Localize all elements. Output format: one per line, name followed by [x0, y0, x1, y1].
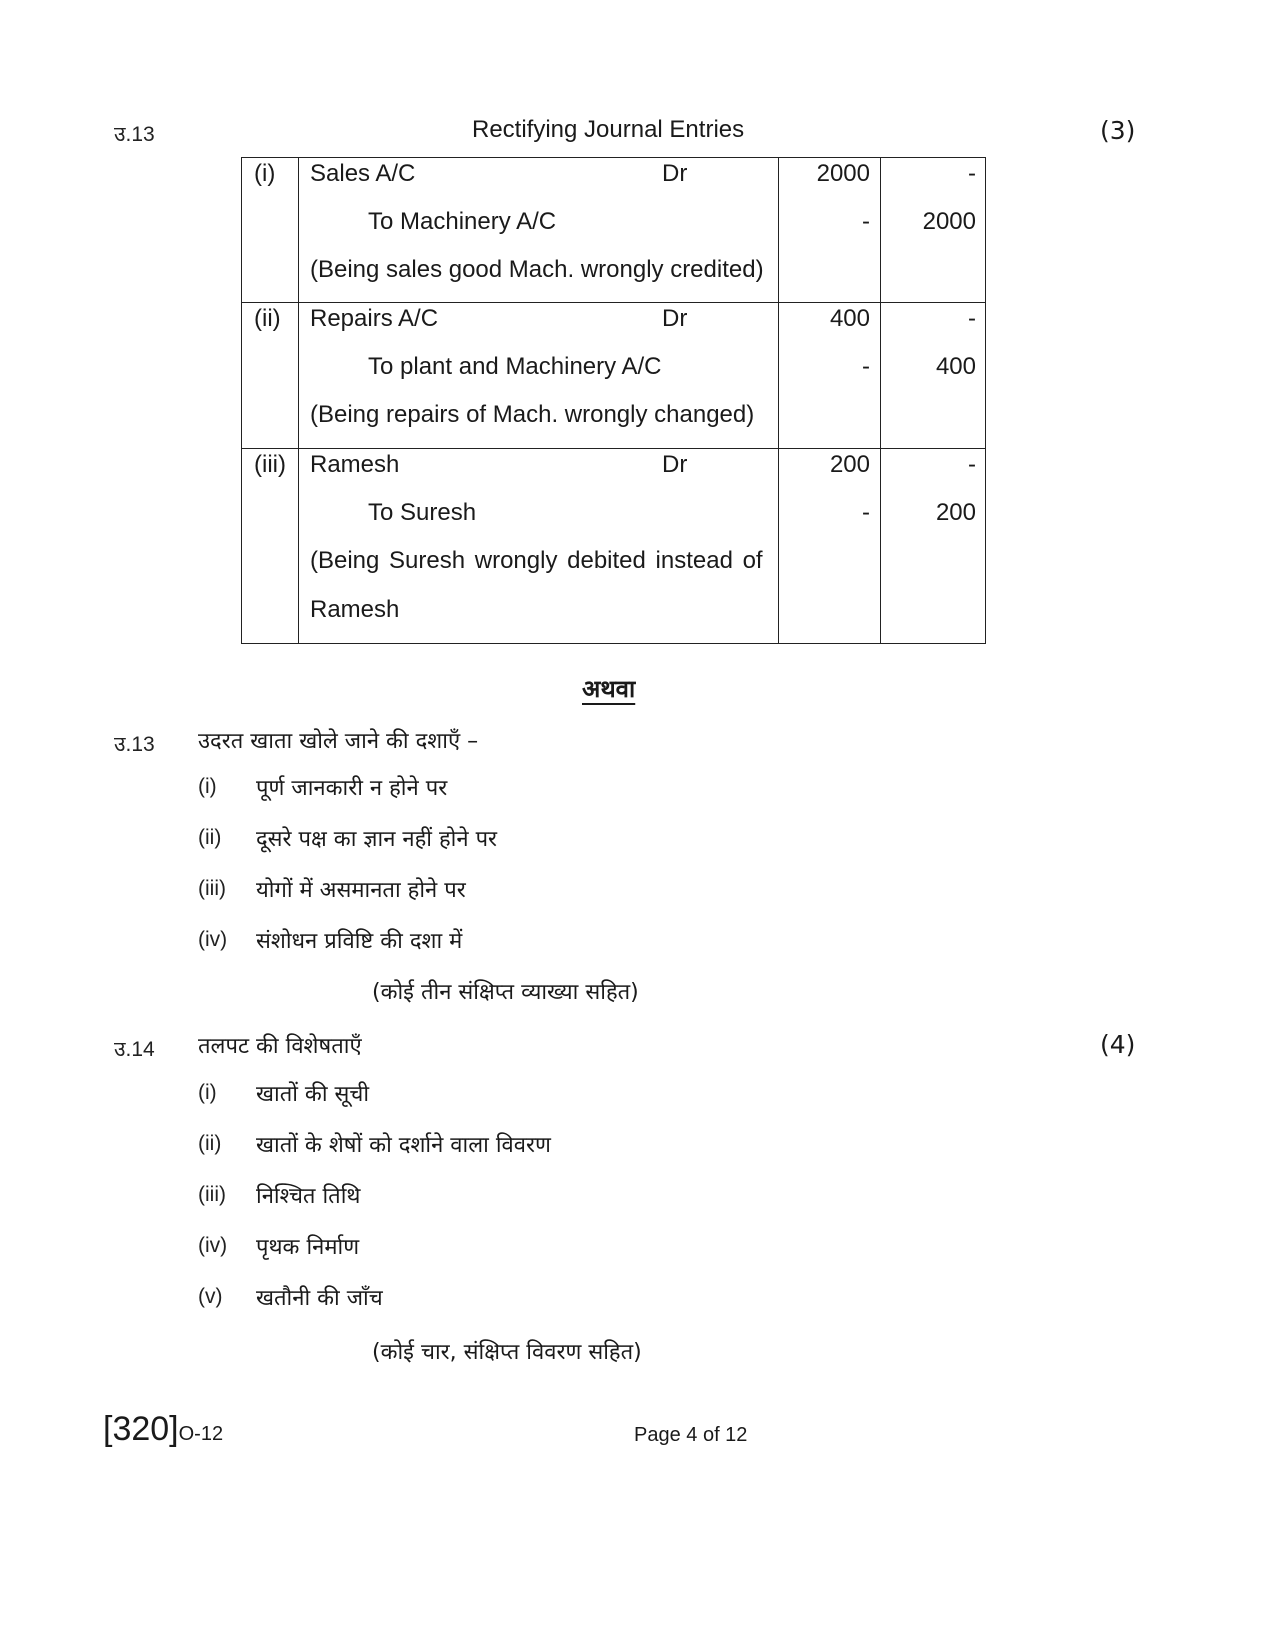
- list-item: खतौनी की जाँच: [256, 1286, 383, 1311]
- entry-number: (i): [254, 160, 276, 187]
- credit-amount: -: [968, 451, 976, 478]
- narration: (Being repairs of Mach. wrongly changed): [310, 401, 755, 428]
- credit-account: To Machinery A/C: [368, 208, 557, 235]
- list-item-number: (iv): [198, 1234, 228, 1257]
- paper-code-suffix: O-12: [178, 1423, 224, 1445]
- question-number: उ.14: [114, 1038, 155, 1061]
- or-divider-label: अथवा: [582, 675, 636, 703]
- paper-code: [103, 1410, 223, 1449]
- question-heading: तलपट की विशेषताएँ: [198, 1034, 362, 1059]
- list-item: खातों के शेषों को दर्शाने वाला विवरण: [256, 1133, 551, 1158]
- credit-amount: 2000: [922, 208, 976, 235]
- debit-account: Repairs A/C: [310, 305, 439, 332]
- entry-number: (ii): [254, 305, 281, 332]
- marks-label: (3): [1100, 116, 1136, 145]
- question-heading: उदरत खाता खोले जाने की दशाएँ –: [198, 729, 479, 754]
- journal-entry: [241, 157, 986, 303]
- credit-account: To Suresh: [368, 499, 477, 526]
- question-number: उ.13: [114, 123, 155, 146]
- credit-amount: -: [968, 305, 976, 332]
- marks-label: (4): [1100, 1030, 1136, 1059]
- note: (कोई तीन संक्षिप्त व्याख्या सहित): [372, 980, 639, 1005]
- paper-code-number: [320]: [103, 1410, 179, 1448]
- entry-number: (iii): [254, 451, 286, 478]
- narration: (Being Suresh wrongly debited instead of: [310, 547, 763, 574]
- list-item-number: (ii): [198, 826, 222, 849]
- list-item-number: (iv): [198, 928, 228, 951]
- list-item-number: (iii): [198, 877, 226, 900]
- list-item: पूर्ण जानकारी न होने पर: [256, 776, 448, 801]
- question-number: उ.13: [114, 733, 155, 756]
- list-item-number: (i): [198, 775, 217, 798]
- list-item-number: (ii): [198, 1132, 222, 1155]
- debit-amount: 2000: [816, 160, 870, 187]
- list-item: दूसरे पक्ष का ज्ञान नहीं होने पर: [256, 827, 498, 852]
- list-item: खातों की सूची: [256, 1082, 370, 1107]
- journal-entry: [241, 302, 986, 449]
- debit-amount: 400: [829, 305, 870, 332]
- page-number: Page 4 of 12: [634, 1424, 748, 1446]
- list-item: निश्चित तिथि: [256, 1184, 361, 1209]
- debit-account: Sales A/C: [310, 160, 416, 187]
- note: (कोई चार, संक्षिप्त विवरण सहित): [372, 1340, 642, 1365]
- debit-amount: 200: [829, 451, 870, 478]
- list-item: योगों में असमानता होने पर: [256, 878, 466, 903]
- narration: (Being sales good Mach. wrongly credited): [310, 256, 764, 283]
- credit-amount: 200: [935, 499, 976, 526]
- debit-amount: -: [862, 353, 870, 380]
- list-item: पृथक निर्माण: [256, 1235, 360, 1260]
- dr-label: Dr: [662, 305, 688, 332]
- dr-label: Dr: [662, 160, 688, 187]
- debit-amount: -: [862, 208, 870, 235]
- dr-label: Dr: [662, 451, 688, 478]
- narration-continued: Ramesh: [310, 596, 400, 623]
- credit-amount: 400: [935, 353, 976, 380]
- credit-amount: -: [968, 160, 976, 187]
- list-item-number: (i): [198, 1081, 217, 1104]
- list-item-number: (iii): [198, 1183, 226, 1206]
- journal-entry: [241, 448, 986, 644]
- credit-account: To plant and Machinery A/C: [368, 353, 662, 380]
- debit-amount: -: [862, 499, 870, 526]
- list-item: संशोधन प्रविष्टि की दशा में: [256, 929, 463, 954]
- debit-account: Ramesh: [310, 451, 400, 478]
- journal-table: [241, 157, 986, 644]
- section-title: Rectifying Journal Entries: [472, 116, 745, 143]
- list-item-number: (v): [198, 1285, 223, 1308]
